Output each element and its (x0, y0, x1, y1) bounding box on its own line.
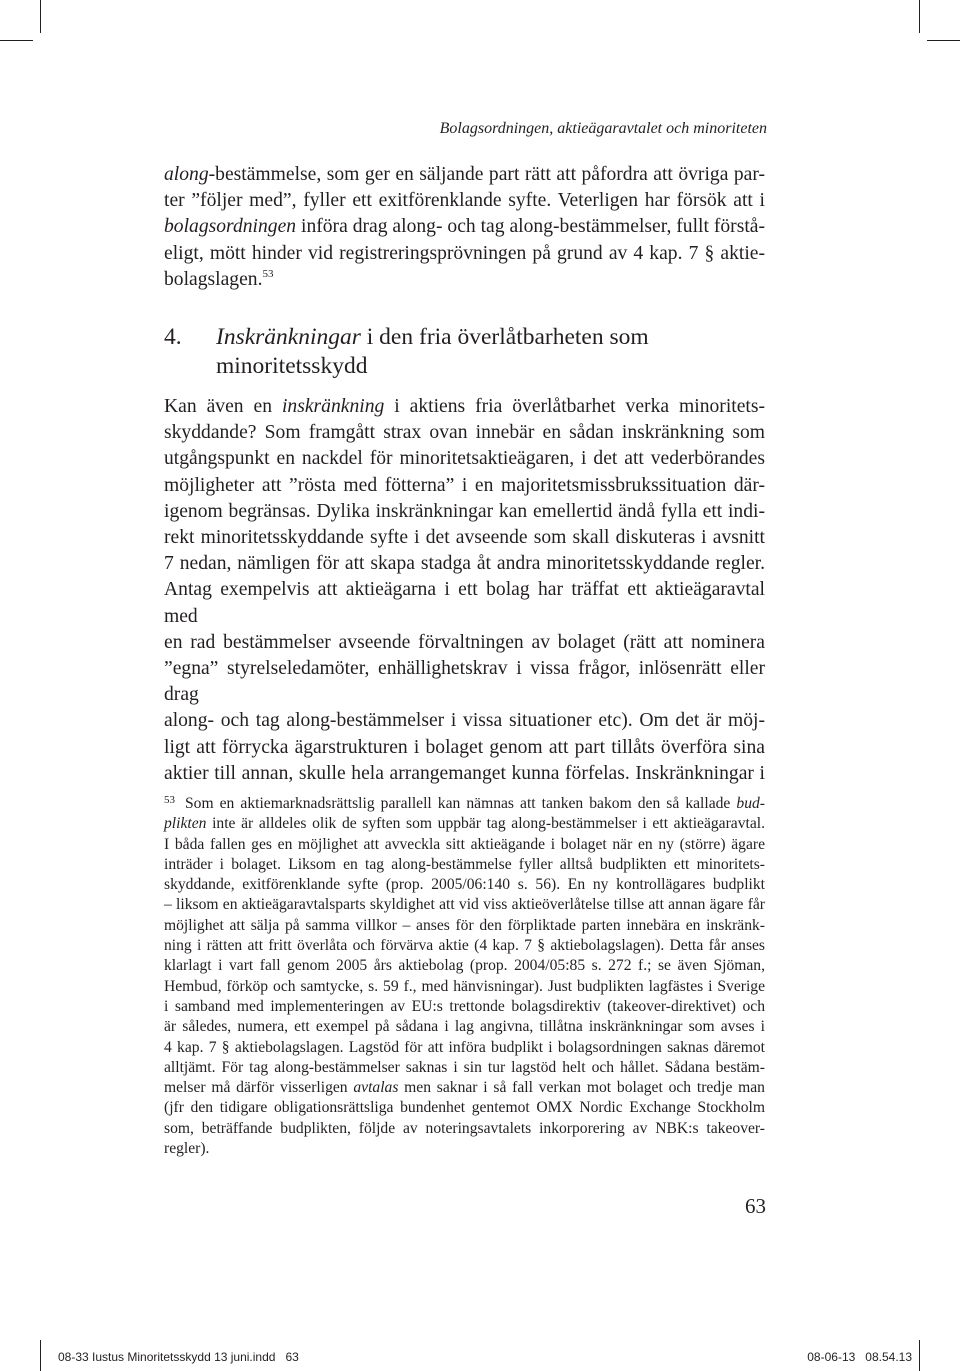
italic-term: bolagsordningen (164, 216, 297, 238)
footnote-53: $^{53}$ Som en aktiemarknadsrättslig parallell kan nämnas att tanken bakom den så kallade bud- plikten inte är alldeles olik de syften som uppbär tag along-bestämmelser i ett aktieägaravtal. I båda fallen ges en möjlighet att avveckla sitt aktieägande i bolaget när en ny (större) ägare inträder i bolaget. Liksom en tag along-bestämmelse fyller alltså budplikten ett minoritets- skyddande, exitförenklande syfte (prop. 2005/06:140 s. 56). En ny kontrollägares budplikt – liksom en aktieägaravtalsparts skyldighet att vid viss aktieöverlåtelse tillse att annan ägare får möjlighet att sälja på samma villkor – anses för den förpliktade parten innebära en inskränk- ning i rätten att fritt överlåta och förvärva aktie (4 kap. 7 § aktiebolagslagen). Detta får anses klarlagt i vart fall genom 2005 års aktiebolag (prop. 2004/05:85 s. 272 f.; se även Sjöman, Hembud, förköp och samtycke, s. 59 f., med hänvisningar). Just budplikten lagfästes i Sverige i samband med implementeringen av EU:s trettonde bolagsdirektiv (takeover-direktivet) och är således, numera, ett exempel på sådana i lag angivna, tillåtna inskränkningar som avses i 4 kap. 7 § aktiebolagslagen. Lagstöd för att införa budplikt i bolagsordningen saknas däremot alltjämt. För tag along-bestämmelser saknas i sin tur lagstöd helt och hållet. Sådana bestäm- melser må därför visserligen avtalas men saknar i så fall verkan mot bolaget och tredje man (jfr den tidigare obligationsrättsliga bundenhet gentemot OMX Nordic Exchange Stockholm som, beträffande budplikten, följde av noteringsavtalets inkorporering av NBK:s takeover- regler). (164, 794, 765, 1158)
section-number: 4. (164, 324, 182, 350)
crop-mark-top-right (919, 0, 920, 33)
print-slug-timestamp: 08-06-13 08.54.13 (807, 1350, 912, 1364)
crop-mark-top-right-h (927, 40, 960, 41)
paragraph-2: Kan även en inskränkning i aktiens fria överlåtbarhet verka minoritets- skyddande? Som framgått strax ovan innebär en sådan inskränkning som utgångspunkt en nackdel för minoritetsaktieägaren, i det att vederbörandes möjligheter att ”rösta med fötterna” i en majoritetsmissbrukssituation där- igenom begränsas. Dylika inskränkningar kan emellertid ändå fylla ett indi- rekt minoritetsskyddande syfte i det avseende som skall diskuteras i avsnitt 7 nedan, nämligen för att skapa stadga åt andra minoritetsskyddande regler. Antag exempelvis att aktieägarna i ett bolag har träffat ett aktieägaravtal med en rad bestämmelser avseende förvaltningen av bolaget (rätt att nominera ”egna” styrelseledamöter, enhällighetskrav i vissa frågor, inlösenrätt eller drag along- och tag along-bestämmelser i vissa situationer etc). Om det är möj- ligt att förrycka ägarstrukturen i bolaget genom att part tillåts överföra sina aktier till annan, skulle hela arrangemanget kunna förfelas. Inskränkningar i (164, 396, 765, 784)
crop-mark-top-left-h (0, 40, 33, 41)
section-title: Inskränkningar i den fria överlåtbarheten som minoritetsskydd (216, 324, 649, 379)
footnote-reference: 53 (262, 267, 274, 280)
page-number: 63 (745, 1194, 766, 1218)
crop-mark-bottom-right (919, 1340, 920, 1371)
paragraph-1: along-bestämmelse, som ger en säljande part rätt att påfordra att övriga par- ter ”följer med”, fyller ett exitförenklande syfte. Veterligen har försök att i bolagsordningen införa drag along- och tag along-bestämmelser, fullt förstå- eligt, mött hinder vid registreringsprövningen på grund av 4 kap. 7 § aktie- bolagslagen.$^{53}$ (164, 164, 765, 290)
footnote-number: 53 (164, 794, 175, 806)
italic-term: along (164, 164, 209, 185)
crop-mark-bottom-left (40, 1340, 41, 1371)
print-slug-file: 08-33 Iustus Minoritetsskydd 13 juni.indd 63 (58, 1350, 299, 1364)
crop-mark-top-left (40, 0, 41, 33)
running-head: Bolagsordningen, aktieägaravtalet och minoriteten (439, 120, 767, 137)
